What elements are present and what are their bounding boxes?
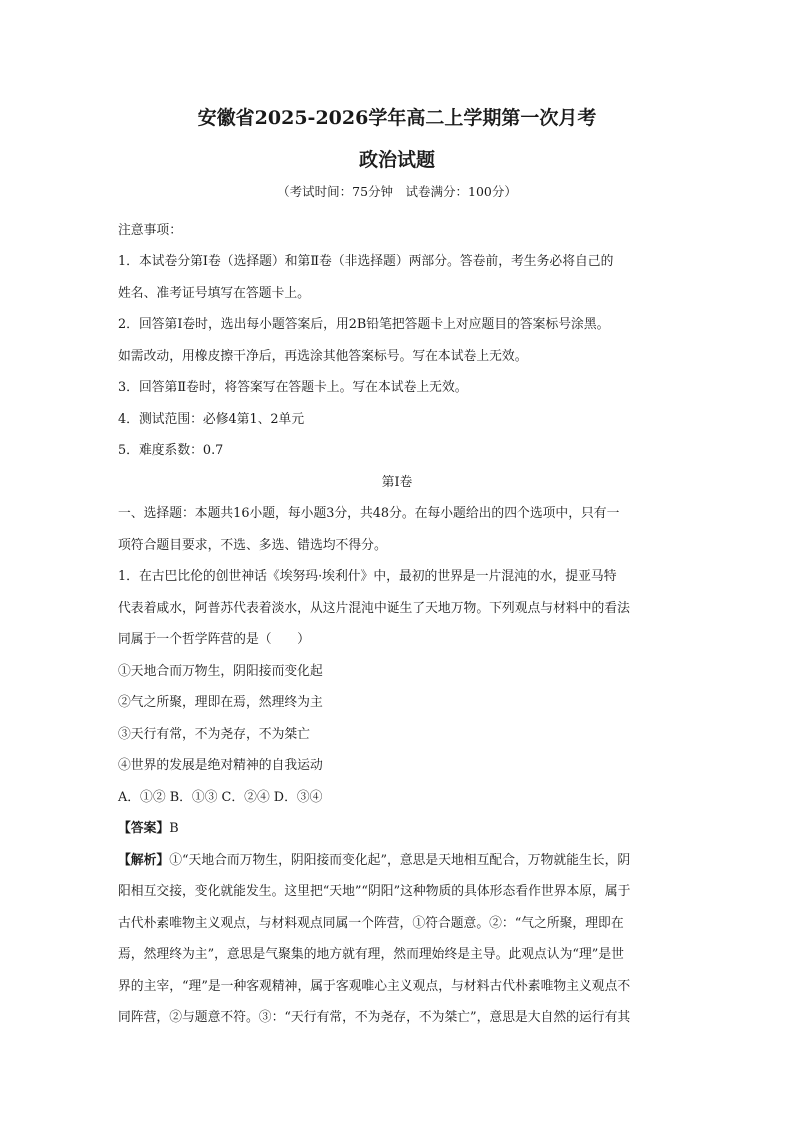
answer-options: A．①② B．①③ C．②④ D．③④ [118, 789, 323, 805]
analysis-line [118, 845, 676, 877]
exam-info: （考试时间：75分钟 试卷满分：100分） [277, 184, 517, 199]
exam-title: 安徽省2025-2026学年高二上学期第一次月考 [197, 107, 597, 129]
analysis-line: 阳相互交接，变化就能发生。这里把“天地”“阴阳”这种物质的具体形态看作世界本原，属于 [118, 884, 631, 899]
notes-heading: 注意事项： [118, 222, 182, 238]
question-stem-line: 1．在古巴比伦的创世神话《埃努玛·埃利什》中，最初的世界是一片混沌的水，提亚马特 [118, 569, 617, 584]
analysis-label: 【解析】 [118, 852, 170, 868]
note-line: 4．测试范围：必修4第1、2单元 [118, 411, 305, 427]
subject-title: 政治试题 [358, 149, 435, 171]
statement-item: ④世界的发展是绝对精神的自我运动 [118, 758, 323, 773]
note-line: 1．本试卷分第Ⅰ卷（选择题）和第Ⅱ卷（非选择题）两部分。答卷前，考生务必将自己的 [118, 254, 614, 269]
section-title: 第Ⅰ卷 [381, 474, 413, 490]
note-line: 5．难度系数：0.7 [118, 443, 224, 458]
page-content [118, 100, 676, 1034]
analysis-line: 焉，然理终为主”，意思是气聚集的地方就有理，然而理始终是主导。此观点认为“理”是世 [118, 947, 624, 962]
analysis-text: ①“天地合而万物生，阴阳接而变化起”，意思是天地相互配合，万物就能生长，阴 [169, 852, 631, 868]
answer-line [118, 813, 676, 845]
statement-item: ①天地合而万物生，阴阳接而变化起 [118, 663, 323, 679]
note-line: 3．回答第Ⅱ卷时，将答案写在答题卡上。写在本试卷上无效。 [118, 380, 468, 395]
section-intro-line: 项符合题目要求，不选、多选、错选均不得分。 [118, 537, 387, 553]
question-stem-line: 代表着咸水，阿普苏代表着淡水，从这片混沌中诞生了天地万物。下列观点与材料中的看法 [118, 600, 630, 616]
statement-item: ③天行有常，不为尧存，不为桀亡 [118, 726, 310, 742]
analysis-line: 同阵营，②与题意不符。③：“天行有常，不为尧存，不为桀亡”，意思是大自然的运行有其 [118, 1010, 631, 1025]
analysis-line: 古代朴素唯物主义观点，与材料观点同属一个阵营，①符合题意。②：“气之所聚，理即在 [118, 915, 624, 931]
answer-value: B [169, 821, 179, 836]
statement-item: ②气之所聚，理即在焉，然理终为主 [118, 695, 323, 710]
section-intro-line: 一、选择题：本题共16小题，每小题3分，共48分。在每小题给出的四个选项中，只有一 [118, 506, 620, 521]
analysis-line: 界的主宰，“理”是一种客观精神，属于客观唯心主义观点，与材料古代朴素唯物主义观点不 [118, 978, 631, 994]
note-line: 姓名、准考证号填写在答题卡上。 [118, 285, 310, 301]
question-stem-line: 同属于一个哲学阵营的是（ ） [118, 632, 310, 647]
note-line: 如需改动，用橡皮擦干净后，再选涂其他答案标号。写在本试卷上无效。 [118, 348, 528, 364]
note-line: 2．回答第Ⅰ卷时，选出每小题答案后，用2B铅笔把答题卡上对应题目的答案标号涂黑。 [118, 317, 610, 332]
answer-label: 【答案】 [118, 821, 170, 836]
